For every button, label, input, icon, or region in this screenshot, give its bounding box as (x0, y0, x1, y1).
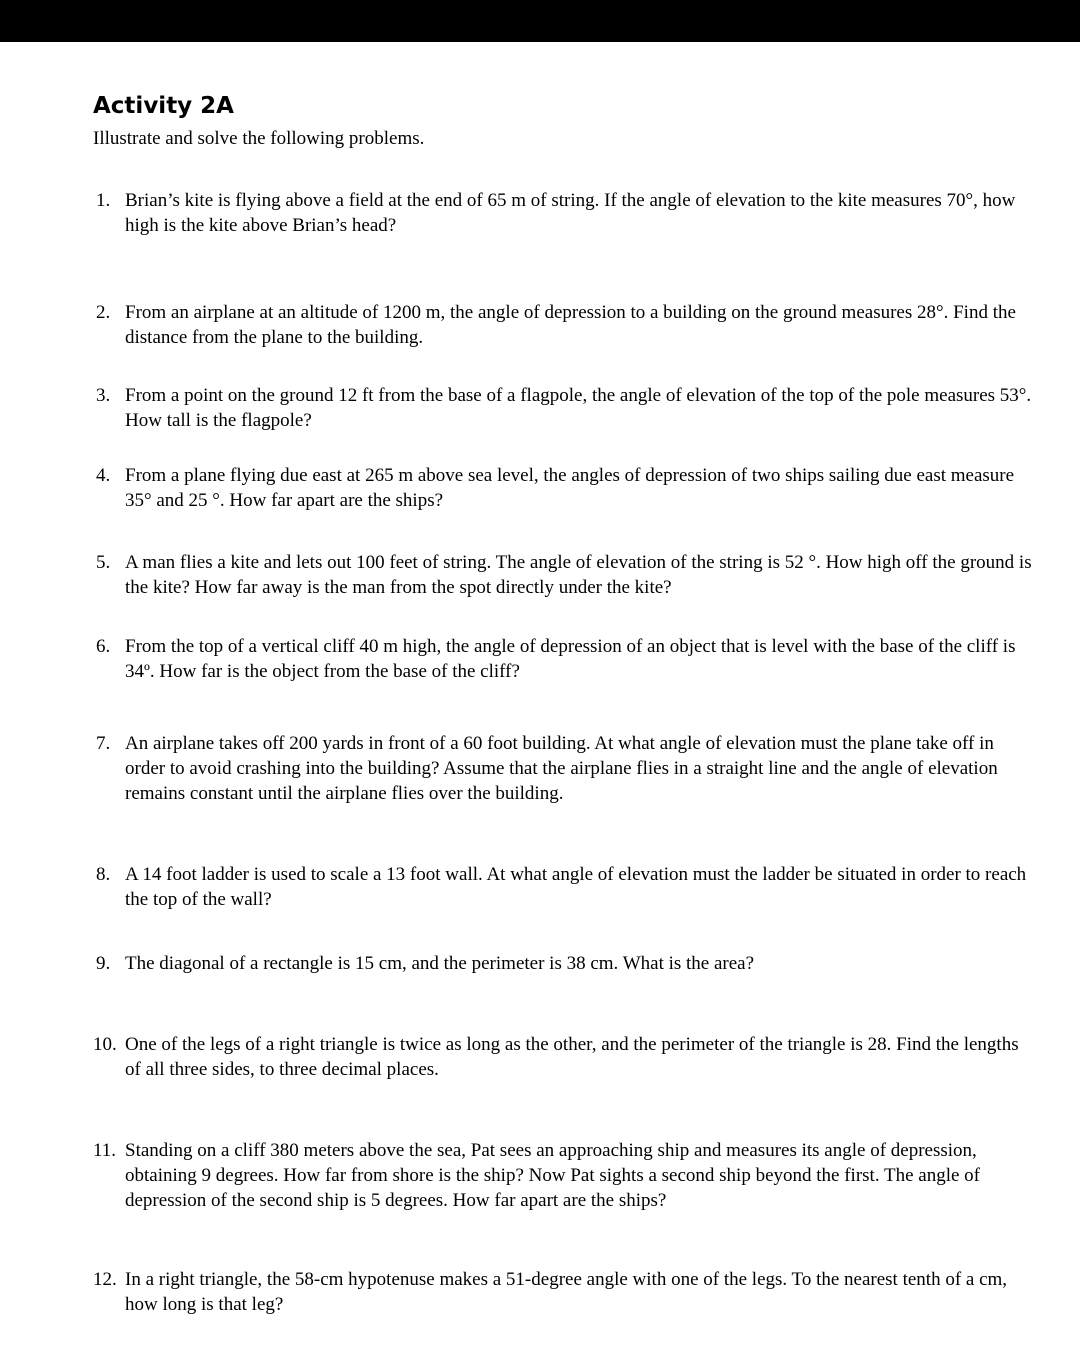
problem-8 (93, 862, 1033, 912)
problem-number: 4. (96, 465, 111, 486)
problem-text: In a right triangle, the 58-cm hypotenuse makes a 51-degree angle with one of the legs. To the nearest tenth of a cm, how long is that leg? (125, 1269, 1008, 1315)
problem-1 (93, 188, 1033, 238)
problem-text: Standing on a cliff 380 meters above the sea, Pat sees an approaching ship and measures its angle of depression, obtaining 9 degrees. How far from shore is the ship? Now Pat sights a second ship beyond the first. The angle of depression of the second ship is 5 degrees. How far apart are the ships? (125, 1140, 980, 1211)
problem-text: One of the legs of a right triangle is twice as long as the other, and the perimeter of the triangle is 28. Find the lengths of all three sides, to three decimal places. (125, 1034, 1019, 1080)
problem-7 (93, 731, 1033, 806)
problem-number: 11. (93, 1140, 117, 1161)
problem-text: From the top of a vertical cliff 40 m high, the angle of depression of an object that is level with the base of the cliff is 34º. How far is the object from the base of the cliff? (125, 636, 1016, 682)
problem-text: A 14 foot ladder is used to scale a 13 foot wall. At what angle of elevation must the ladder be situated in order to reach the top of the wall? (125, 864, 1027, 910)
problem-11 (93, 1138, 1033, 1213)
problem-10 (93, 1032, 1033, 1082)
problem-12 (93, 1267, 1033, 1317)
problem-number: 7. (96, 733, 111, 754)
problem-text: From a point on the ground 12 ft from the base of a flagpole, the angle of elevation of the top of the pole measures 53°. How tall is the flagpole? (125, 385, 1032, 431)
top-black-bar (0, 0, 1080, 42)
page-title: Activity 2A (93, 93, 234, 119)
problem-number: 1. (96, 190, 111, 211)
problem-3 (93, 383, 1033, 433)
problem-text: An airplane takes off 200 yards in front of a 60 foot building. At what angle of elevation must the plane take off in order to avoid crashing into the building? Assume that the airplane flies in a straight line and the angle of elevation remains constant until the airplane flies over the building. (125, 733, 998, 804)
problem-number: 2. (96, 302, 111, 323)
problem-number: 9. (96, 953, 111, 974)
problem-5 (93, 550, 1033, 600)
problem-number: 3. (96, 385, 111, 406)
problem-text: The diagonal of a rectangle is 15 cm, and the perimeter is 38 cm. What is the area? (125, 953, 755, 974)
problem-2 (93, 300, 1033, 350)
problem-number: 6. (96, 636, 111, 657)
problem-6 (93, 634, 1033, 684)
problem-number: 8. (96, 864, 111, 885)
problem-text: From an airplane at an altitude of 1200 m, the angle of depression to a building on the ground measures 28°. Find the distance from the plane to the building. (125, 302, 1016, 348)
problem-number: 5. (96, 552, 111, 573)
problem-4 (93, 463, 1033, 513)
problem-text: A man flies a kite and lets out 100 feet of string. The angle of elevation of the string is 52 °. How high off the ground is the kite? How far away is the man from the spot directly under the kite? (125, 552, 1032, 598)
problem-text: From a plane flying due east at 265 m above sea level, the angles of depression of two ships sailing due east measure 35° and 25 °. How far apart are the ships? (125, 465, 1015, 511)
instructions: Illustrate and solve the following problems. (93, 128, 425, 149)
problem-number: 10. (93, 1034, 117, 1055)
problem-text: Brian’s kite is flying above a field at the end of 65 m of string. If the angle of elevation to the kite measures 70°, how high is the kite above Brian’s head? (125, 190, 1016, 236)
problem-9 (93, 951, 1033, 976)
problem-number: 12. (93, 1269, 117, 1290)
